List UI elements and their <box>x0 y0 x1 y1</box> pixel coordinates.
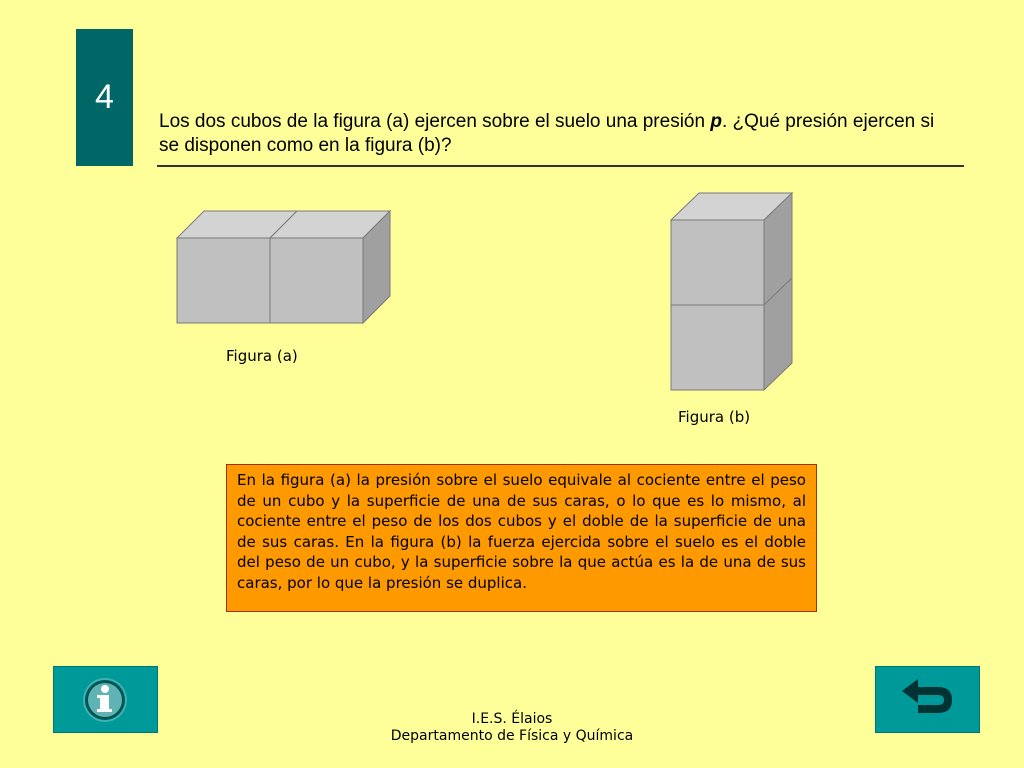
figure-b-caption: Figura (b) <box>678 408 751 426</box>
figure-a-cubes <box>170 205 400 330</box>
figure-a-caption: Figura (a) <box>226 347 298 365</box>
footer-school: I.E.S. Élaios <box>471 711 553 727</box>
answer-box <box>226 464 817 612</box>
info-icon <box>54 667 157 732</box>
question-part-1: Los dos cubos de la figura (a) ejercen sobre el suelo una presión <box>159 111 711 132</box>
question-part-2: . ¿Qué presión ejercen si se disponen como en la figura (b)? <box>159 111 935 156</box>
title-divider <box>157 165 964 167</box>
cube-a2-front <box>270 238 363 323</box>
cube-a1-front <box>177 238 270 323</box>
slide-number-box <box>76 29 133 166</box>
cube-b2-front <box>671 305 764 390</box>
footer-department: Departamento de Física y Química <box>390 728 634 744</box>
return-button[interactable] <box>875 666 980 733</box>
question-symbol: p <box>710 111 722 132</box>
cube-b1-front <box>671 220 764 305</box>
answer-text: En la figura (a) la presión sobre el suelo equivale al cociente entre el peso de un cubo y la superficie de una de sus caras, o lo que es lo mismo, al cociente entre el peso de los dos cubos y el doble de la superficie de una de sus caras. En la figura (b) la fuerza ejercida sobre el suelo es el doble del peso de un cubo, y la superficie sobre la que actúa es la de una de sus caras, por lo que la presión se duplica. <box>237 471 806 592</box>
question-text <box>159 110 959 158</box>
figure-b-cubes <box>665 187 800 397</box>
footer <box>312 711 712 745</box>
return-arrow-icon <box>876 667 979 732</box>
info-button[interactable] <box>53 666 158 733</box>
slide-number: 4 <box>95 78 114 116</box>
